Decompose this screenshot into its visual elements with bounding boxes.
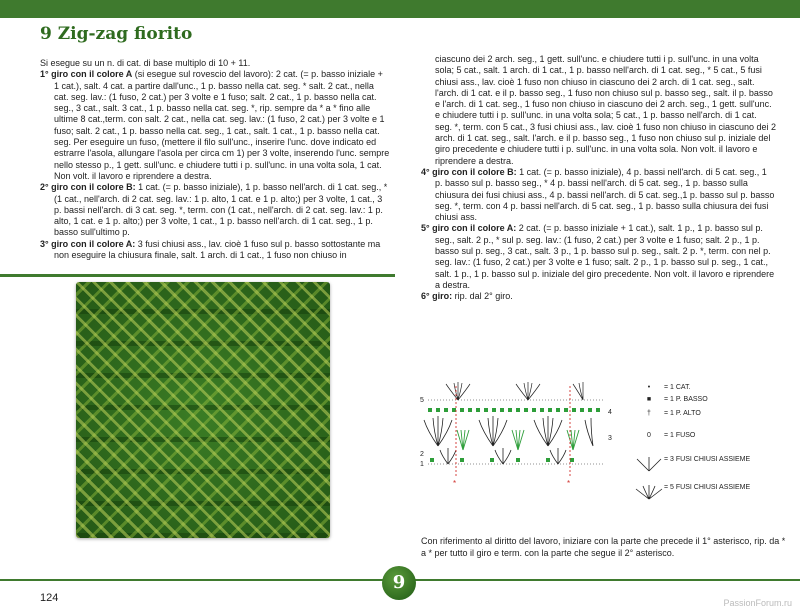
row2-label: 2° giro con il colore B:: [40, 182, 136, 193]
right-text-column: [421, 54, 776, 303]
top-bar: [0, 0, 800, 18]
row5-label: 5° giro con il colore A:: [421, 223, 517, 234]
crochet-swatch-photo: [76, 282, 330, 538]
row5-text: 2 cat. (= p. basso iniziale + 1 cat.), salt. 1 p., 1 p. basso sul p. seg., salt. 2 p., * sul p. seg. lav.: (1 fuso, 2 cat.) per 3 volte e 1 fuso; salt. 2 p., 1 p. basso sul p. seg., 3 cat., salt. 3 p., 1 p. basso sul p. seg., salt. 2 p. *, term. con nel p. seg. lav.: (1 fuso, 2 cat.) per 3 volte e 1 fuso; salt. 2 p., 1 p. basso sul p. seg., 1 cat., salt. 1 p., 1 p. basso sul p. iniziale del giro precedente. Non volt. il lavoro e riprendere a destra.: [435, 223, 775, 290]
row-number-1: 1: [420, 461, 424, 468]
diagram-caption: Con riferimento al diritto del lavoro, iniziare con la parte che precede il 1° asterisco, rip. da * a * per tutto il giro e term. con la parte che segue il 2° asterisco.: [421, 536, 786, 558]
symbol-legend: • = 1 CAT. ■ = 1 P. BASSO † = 1 P. ALTO 0 = 1 FUSO = 3 FUSI CHIUSI ASSIEME = 5 FUSI CHIUSI ASSIEME: [628, 380, 788, 508]
asterisk-1: *: [453, 479, 457, 488]
puff-symbol: 0: [647, 432, 651, 439]
row2-instructions: [40, 182, 390, 238]
row6-label: 6° giro:: [421, 291, 453, 302]
row-number-2: 2: [420, 451, 424, 458]
page-number: 124: [40, 592, 59, 604]
row3-continued: ciascuno dei 2 arch. seg., 1 gett. sull'unc. e chiudere tutti i p. sull'unc. in una volta sola; 5 cat., salt. 1 arch. di 1 cat., 1 p. basso nell'arch. di 1 cat. seg., * 5 cat., 5 fusi chiusi ass., lav. cioè 1 fuso non chiuso in ciascuno dei 2 arch. di 1 cat. seg., salt. l'arch. di 1 cat. e il p. basso seg., 1 fuso non chiuso sul p. basso seg., salt. il p. basso e l'arch. di 1 cat. seg., 1 fuso non chiuso in ciascuno dei 2 arch. seg., 1 gett. sull'unc. e chiudere tutti i p. sull'unc. in una volta sola; 5 cat., 1 p. basso nell'arch. di 1 cat. seg. *, term. con 5 cat., 3 fusi chiusi ass., lav. cioè 1 fuso non chiuso in ciascuno dei 2 arch. di 1 cat. seg., salt. l'arch. e il p. basso seg., 1 fuso non chiuso sul p. iniziale del giro precedente e chiudere tutti i p. sull'unc. in una volta sola. Non volt. il lavoro e riprendere a destra.: [435, 54, 777, 166]
diagram-row-4: [428, 408, 600, 412]
row5-instructions: [421, 223, 776, 291]
watermark: PassionForum.ru: [723, 598, 792, 608]
row3-instructions: [40, 239, 390, 262]
row1-instructions: [40, 69, 390, 182]
row4-label: 4° giro con il colore B:: [421, 166, 517, 177]
row3-label: 3° giro con il colore A:: [40, 238, 136, 249]
section-divider: [0, 274, 395, 277]
row1-text: (si esegue sul rovescio del lavoro): 2 cat. (= p. basso iniziale + 1 cat.), salt. 4 cat. a partire dall'unc., 1 p. basso nella cat. seg. * salt. 2 cat., nella cat. seg. lav.: (1 fuso, 2 cat.) per 3 volte e 1 fuso; salt. 2 cat., 1 p. basso nella cat. seg., 3 cat., salt. 3 cat., 1 p. basso nella cat. seg. *, rip. sempre da * a * fino alle ultime 8 cat.,term. con salt. 2 cat., nella cat. seg. lav.: (1 fuso, 2 cat.) per 3 volte e 1 fuso; salt. 2 cat., 1 p. basso nella cat. seg., 1 cat., salt. 1 cat., 1 p. basso nella cat. seg. Per eseguire un fuso, (mettere il filo sull'unc., inserire l'unc. dove indicato ed estrarre l'asola, allungare l'asola per circa cm 1) per 3 volte, inserendo l'unc. sempre nello stesso p., 1 gett. sull'unc. e chiudere tutti i p. sull'unc. in una volta sola, 1 cat. Non volt. il lavoro e riprendere a destra.: [54, 69, 390, 181]
intro-text: Si esegue su un n. di cat. di base multiplo di 10 + 11.: [40, 58, 251, 68]
diagram-row-1: [428, 448, 603, 464]
chain-symbol: •: [647, 384, 651, 391]
row4-text: 1 cat. (= p. basso iniziale), 4 p. bassi nell'arch. di 5 cat. seg., 1 p. basso sul p. basso seg., * 4 p. bassi nell'arch. di 5 cat. seg., 1 p. basso sulla chiusura dei fusi chiusi ass., 4 p. bassi nell'arch. di 5 cat. seg.,1 p. basso sul p. basso seg. *, term. con 4 p. bassi nell'arch. di 5 cat. seg., 1 p. basso sulla chiusura dei fusi chiusi ass.: [435, 166, 775, 223]
page-title: 9 Zig-zag fiorito: [40, 24, 193, 44]
row6-instructions: [421, 291, 776, 302]
row1-label: 1° giro con il colore A: [40, 69, 133, 80]
stitch-diagram: [418, 380, 618, 508]
pattern-number-badge: 9: [382, 566, 416, 600]
row-number-3: 3: [608, 435, 612, 442]
left-text-column: [40, 58, 390, 261]
diagram-row-2: [457, 430, 579, 450]
row3-text: 3 fusi chiusi ass., lav. cioè 1 fuso sul p. basso sottostante ma non eseguire la chiusura finale, salt. 1 arch. di 1 cat., 1 fuso non chiuso in: [54, 238, 381, 261]
row-number-4: 4: [608, 409, 612, 416]
row4-instructions: [421, 167, 776, 223]
diagram-row-5: [428, 382, 603, 400]
asterisk-2: *: [567, 479, 571, 488]
double-crochet-symbol: †: [647, 410, 651, 417]
single-crochet-symbol: ■: [646, 396, 652, 403]
row6-text: rip. dal 2° giro.: [452, 291, 513, 302]
row-number-5: 5: [420, 397, 424, 404]
row2-text: 1 cat. (= p. basso iniziale), 1 p. basso nell'arch. di 1 cat. seg., * (1 cat., nell'arch. di 2 cat. seg. lav.: 1 p. alto, 1 cat. e 1 p. alto;) per 3 volte, 1 cat., 3 p. bassi nell'arch. di 3 cat. seg. *, term. con (1 cat., nell'arch. di 2 cat. seg. lav.: 1 p. alto, 1 cat. e 1 p. alto;) per 3 volte, 1 cat., 1 p. basso nell'arch. di 1 cat. seg., 1 p. basso sull'ultimo p.: [54, 182, 388, 238]
